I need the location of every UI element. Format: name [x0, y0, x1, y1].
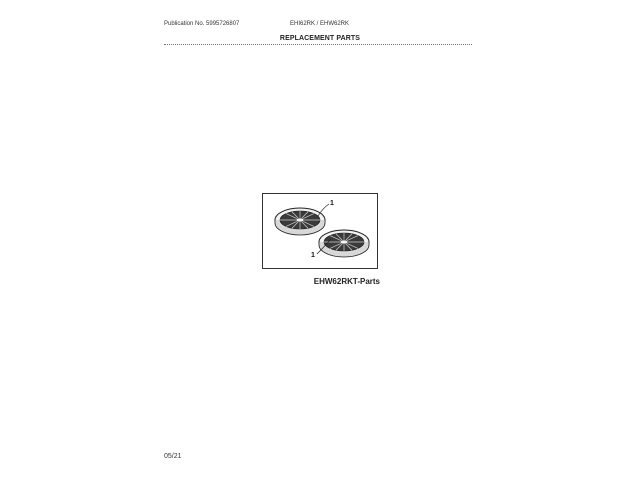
section-title: REPLACEMENT PARTS	[279, 35, 361, 42]
charcoal-filter-1	[275, 208, 325, 235]
publication-number: Publication No. 5995726807	[164, 21, 240, 27]
model-numbers: EHI62RK / EHW62RK	[290, 21, 350, 27]
header-divider	[164, 44, 472, 45]
part-label-2: 1	[311, 252, 315, 259]
part-label-1: 1	[330, 200, 334, 207]
parts-diagram-frame	[262, 193, 378, 269]
figure-caption: EHW62RKT-Parts	[313, 277, 380, 286]
footer-date: 05/21	[164, 453, 182, 460]
parts-diagram	[263, 194, 379, 270]
